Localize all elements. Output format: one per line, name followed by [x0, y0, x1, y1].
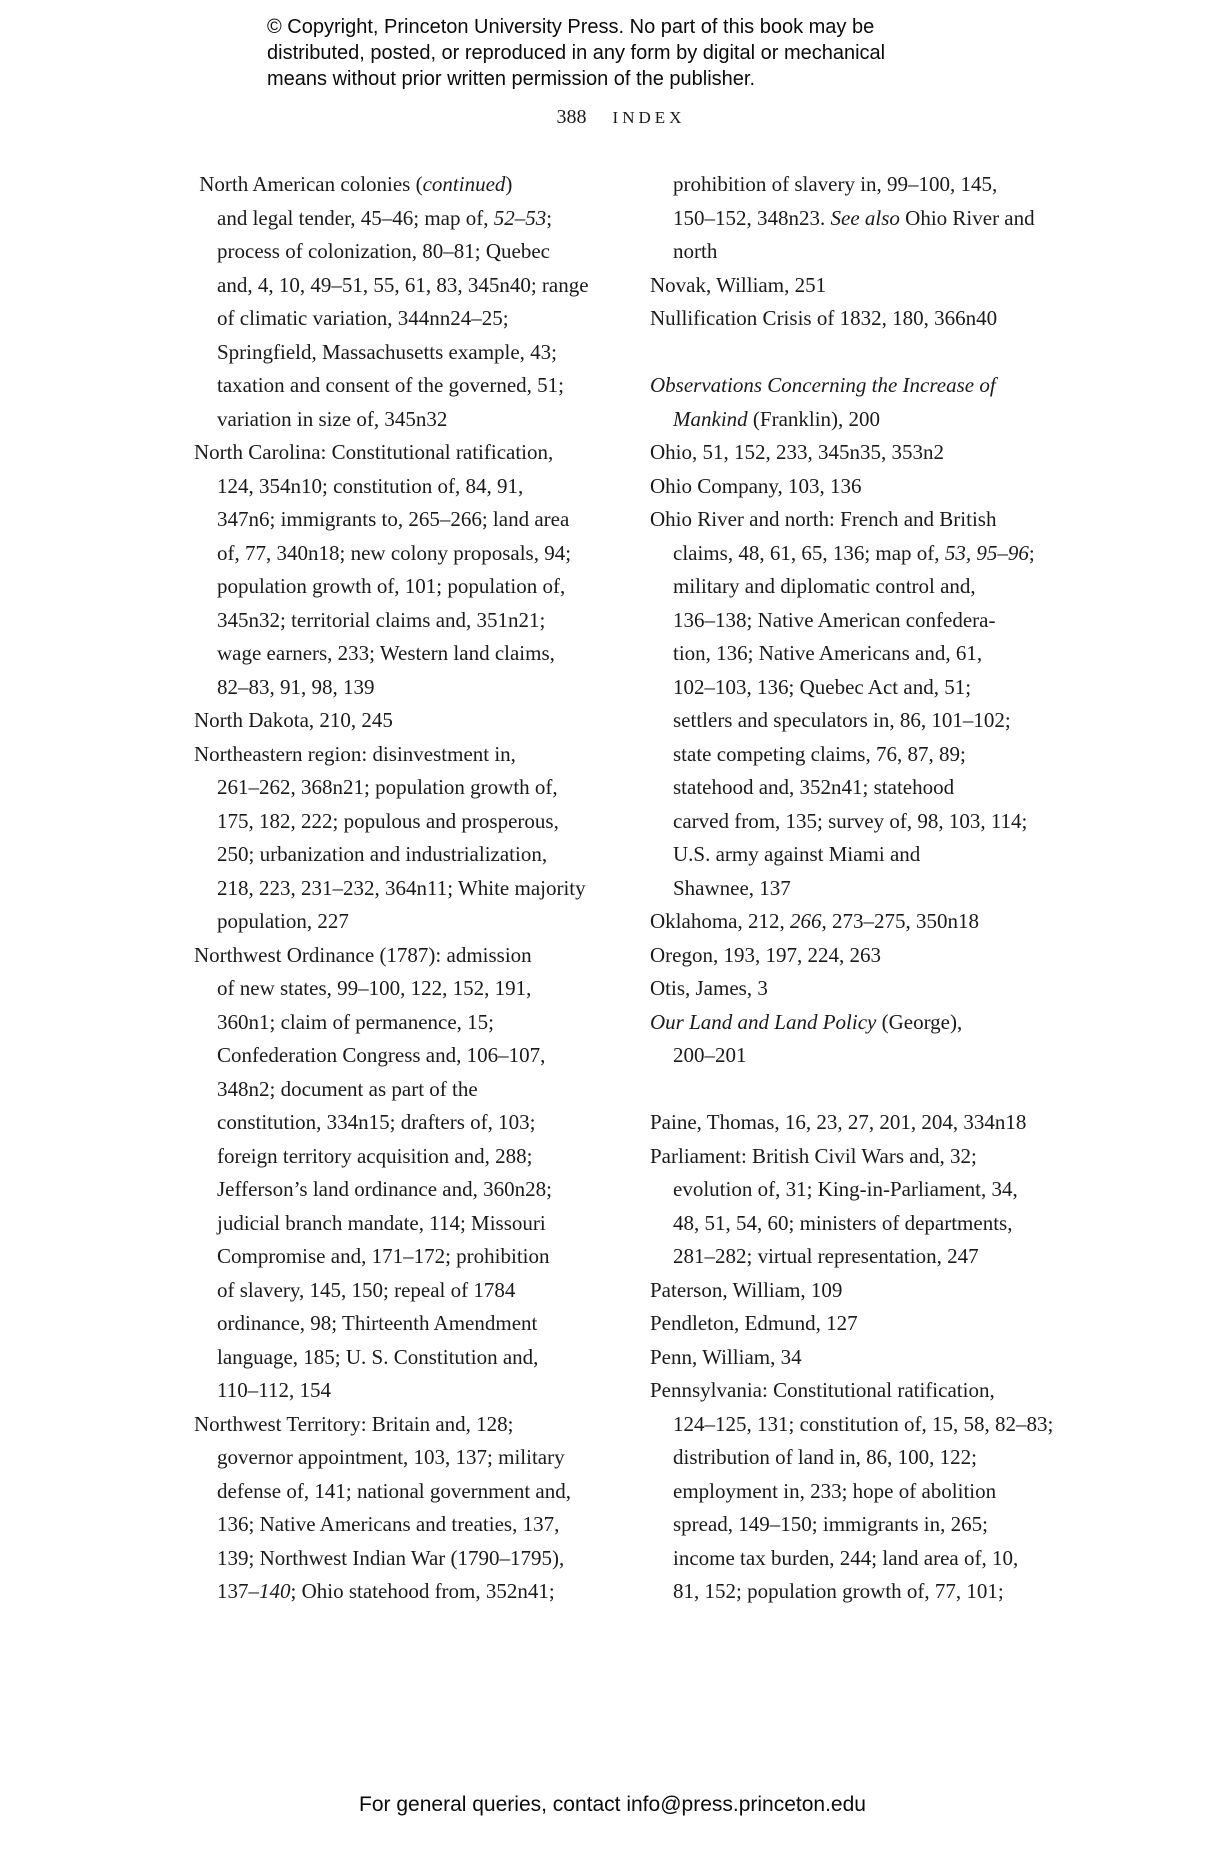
index-line: [194, 1341, 594, 1375]
index-line: [650, 1006, 1050, 1040]
index-line: [650, 1575, 1050, 1609]
index-text: military and diplomatic control and,: [673, 574, 976, 598]
index-text: 150–152, 348n23.: [673, 205, 831, 230]
index-line: [650, 671, 1050, 705]
index-text: Pennsylvania: Constitutional ratification,: [650, 1378, 995, 1402]
index-line: [650, 235, 1050, 269]
index-line: [650, 637, 1050, 671]
index-text: Ohio Company, 103, 136: [650, 473, 862, 498]
index-line: [194, 470, 594, 504]
index-text: Ohio River and north: French and British: [650, 507, 997, 531]
index-line: [194, 302, 594, 336]
index-text: settlers and speculators in, 86, 101–102;: [673, 708, 1011, 732]
index-line: [194, 1374, 594, 1408]
index-line: [194, 1240, 594, 1274]
index-text: 124, 354n10; constitution of, 84, 91,: [217, 473, 524, 498]
index-text: population growth of, 101; population of,: [217, 574, 566, 598]
copyright-line: distributed, posted, or reproduced in any form by digital or mechanical: [267, 42, 886, 64]
index-text: 250; urbanization and industrialization,: [217, 842, 548, 866]
index-line: [650, 1039, 1050, 1073]
index-text: judicial branch mandate, 114; Missouri: [217, 1210, 546, 1235]
index-line: [650, 1475, 1050, 1509]
index-line: [194, 838, 594, 872]
index-text: 348n2; document as part of the: [217, 1076, 478, 1101]
index-line: [194, 403, 594, 437]
footer-contact-note: For general queries, contact info@press.princeton.edu: [359, 1793, 866, 1816]
index-line: [194, 671, 594, 705]
index-text: and, 4, 10, 49–51, 55, 61, 83, 345n40; range: [217, 272, 589, 297]
index-line: [650, 403, 1050, 437]
index-line: [650, 1341, 1050, 1375]
index-text: Paterson, William, 109: [650, 1277, 843, 1302]
index-text: 175, 182, 222; populous and prosperous,: [217, 808, 559, 833]
index-line: [650, 202, 1050, 236]
index-line: [194, 939, 594, 973]
index-text: 281–282; virtual representation, 247: [673, 1244, 979, 1268]
running-head: [194, 104, 1048, 131]
index-line: [650, 302, 1050, 336]
index-line: [650, 1542, 1050, 1576]
index-line: [650, 805, 1050, 839]
page-number: 388: [556, 106, 587, 128]
index-text: Ohio, 51, 152, 233, 345n35, 353n2: [650, 440, 944, 464]
index-line: [650, 570, 1050, 604]
index-text: ordinance, 98; Thirteenth Amendment: [217, 1311, 538, 1335]
index-text: 345n32; territorial claims and, 351n21;: [217, 607, 546, 632]
index-text: (Franklin), 200: [747, 406, 881, 431]
index-text: ;: [546, 205, 553, 230]
index-text-italic: 140: [259, 1579, 291, 1603]
index-line: [650, 939, 1050, 973]
index-line: [650, 1106, 1050, 1140]
index-text: prohibition of slavery in, 99–100, 145,: [673, 172, 998, 196]
index-text: foreign territory acquisition and, 288;: [217, 1143, 533, 1168]
index-line: [194, 1207, 594, 1241]
index-text: statehood and, 352n41; statehood: [673, 775, 955, 799]
index-text: , 273–275, 350n18: [821, 909, 979, 933]
index-line: [194, 235, 594, 269]
index-line: [194, 1173, 594, 1207]
index-text: North American colonies (: [194, 172, 423, 196]
index-text: of slavery, 145, 150; repeal of 1784: [217, 1277, 516, 1302]
index-line: [650, 470, 1050, 504]
index-text: tion, 136; Native Americans and, 61,: [673, 641, 983, 665]
index-text: Novak, William, 251: [650, 272, 827, 297]
index-text-italic: 266: [789, 909, 822, 933]
index-line: [650, 872, 1050, 906]
index-line: [650, 1173, 1050, 1207]
index-text: Paine, Thomas, 16, 23, 27, 201, 204, 334n18: [650, 1110, 1027, 1134]
index-text: 48, 51, 54, 60; ministers of departments,: [673, 1210, 1013, 1235]
index-text: Parliament: British Civil Wars and, 32;: [650, 1143, 977, 1168]
index-text-italic: 53, 95–96: [944, 540, 1029, 565]
index-line: [194, 1039, 594, 1073]
index-text: ; Ohio statehood from, 352n41;: [290, 1579, 555, 1603]
index-text: 136; Native Americans and treaties, 137,: [217, 1512, 560, 1536]
index-text: 200–201: [673, 1043, 747, 1067]
index-line: [194, 1508, 594, 1542]
copyright-notice: [267, 14, 885, 92]
index-text: Northwest Ordinance (1787): admission: [194, 942, 532, 967]
index-line: [194, 704, 594, 738]
index-line: [650, 738, 1050, 772]
index-text: 261–262, 368n21; population growth of,: [217, 775, 558, 799]
index-line: [194, 570, 594, 604]
index-line: [650, 838, 1050, 872]
index-text: language, 185; U. S. Constitution and,: [217, 1344, 539, 1369]
index-text: governor appointment, 103, 137; military: [217, 1445, 565, 1469]
index-line: [194, 972, 594, 1006]
index-text: process of colonization, 80–81; Quebec: [217, 239, 550, 263]
index-text: defense of, 141; national government and,: [217, 1478, 571, 1503]
index-text: 102–103, 136; Quebec Act and, 51;: [673, 674, 972, 699]
index-text: distribution of land in, 86, 100, 122;: [673, 1445, 977, 1469]
index-text: Northwest Territory: Britain and, 128;: [194, 1411, 514, 1436]
index-text: employment in, 233; hope of abolition: [673, 1478, 997, 1503]
index-text: 347n6; immigrants to, 265–266; land area: [217, 507, 570, 531]
index-text: taxation and consent of the governed, 51;: [217, 373, 564, 397]
index-text-italic: Our Land and Land Policy: [650, 1009, 877, 1034]
index-line: [194, 336, 594, 370]
index-text: income tax burden, 244; land area of, 10,: [673, 1545, 1019, 1570]
index-text: Otis, James, 3: [650, 976, 768, 1000]
index-line: [194, 503, 594, 537]
index-line: [194, 805, 594, 839]
index-line: [194, 771, 594, 805]
index-line: [194, 436, 594, 470]
index-line: [194, 1575, 594, 1609]
index-text: Ohio River and: [899, 205, 1035, 230]
index-text: constitution, 334n15; drafters of, 103;: [217, 1110, 536, 1134]
index-line: [650, 604, 1050, 638]
index-text: ;: [1028, 540, 1035, 565]
index-line: [650, 1274, 1050, 1308]
index-line: [650, 1408, 1054, 1442]
index-text: 137–: [217, 1579, 259, 1603]
index-line: [194, 269, 594, 303]
index-line: [194, 738, 594, 772]
index-text: 139; Northwest Indian War (1790–1795),: [217, 1545, 565, 1570]
index-line: [650, 905, 1050, 939]
index-line: [650, 537, 1050, 571]
index-text: Jefferson’s land ordinance and, 360n28;: [217, 1177, 552, 1201]
index-line: [194, 1073, 594, 1107]
index-line: [194, 537, 594, 571]
index-line: [194, 1140, 594, 1174]
index-line: [194, 1441, 594, 1475]
copyright-line: © Copyright, Princeton University Press. No part of this book may be: [267, 16, 875, 38]
index-line: [650, 972, 1050, 1006]
index-text: of climatic variation, 344nn24–25;: [217, 306, 509, 330]
index-text: wage earners, 233; Western land claims,: [217, 641, 555, 665]
index-line: [194, 369, 594, 403]
index-line: [194, 1006, 594, 1040]
index-text: 81, 152; population growth of, 77, 101;: [673, 1579, 1004, 1603]
index-text: Oklahoma, 212,: [650, 909, 790, 933]
index-line: [194, 1542, 594, 1576]
index-text: evolution of, 31; King-in-Parliament, 34,: [673, 1177, 1018, 1201]
index-text: 82–83, 91, 98, 139: [217, 674, 375, 699]
copyright-line: means without prior written permission of the publisher.: [267, 68, 756, 90]
index-line: [194, 872, 594, 906]
index-text: 110–112, 154: [217, 1378, 331, 1402]
index-line: [194, 1106, 594, 1140]
index-text: ): [505, 172, 513, 196]
index-text: variation in size of, 345n32: [217, 406, 448, 431]
index-text: 218, 223, 231–232, 364n11; White majority: [217, 875, 586, 900]
index-text-italic: Observations Concerning the Increase of: [650, 373, 996, 397]
index-line: [650, 1207, 1050, 1241]
index-line: [194, 202, 594, 236]
index-text-italic: See also: [830, 205, 900, 230]
index-line: [650, 1240, 1050, 1274]
index-text: spread, 149–150; immigrants in, 265;: [673, 1512, 988, 1536]
section-label: INDEX: [612, 108, 686, 127]
index-column-left: [194, 168, 594, 1609]
index-line: [194, 168, 594, 202]
index-text: North Carolina: Constitutional ratification,: [194, 440, 554, 464]
index-text: north: [673, 239, 718, 263]
index-line: [194, 1274, 594, 1308]
index-text: 124–125, 131; constitution of, 15, 58, 82–83;: [673, 1411, 1054, 1436]
index-line: [650, 1307, 1050, 1341]
index-text: 360n1; claim of permanence, 15;: [217, 1009, 494, 1034]
index-column-right: [650, 168, 1054, 1609]
index-text: Oregon, 193, 197, 224, 263: [650, 942, 881, 967]
index-text: Springfield, Massachusetts example, 43;: [217, 339, 558, 364]
index-line: [650, 369, 1050, 403]
index-line: [194, 1475, 594, 1509]
index-text: Pendleton, Edmund, 127: [650, 1311, 858, 1335]
index-text: Northeastern region: disinvestment in,: [194, 741, 516, 766]
index-line: [650, 1441, 1050, 1475]
index-text: (George),: [876, 1009, 963, 1034]
index-text: of, 77, 340n18; new colony proposals, 94;: [217, 540, 572, 565]
index-line: [194, 604, 594, 638]
index-line: [650, 168, 1050, 202]
index-line: [194, 905, 594, 939]
index-text: claims, 48, 61, 65, 136; map of,: [673, 540, 945, 565]
index-line: [650, 436, 1050, 470]
index-text-italic: 52–53: [493, 205, 547, 230]
index-text: Nullification Crisis of 1832, 180, 366n40: [650, 306, 998, 330]
index-text: state competing claims, 76, 87, 89;: [673, 741, 966, 766]
index-text: Shawnee, 137: [673, 875, 791, 900]
index-text-italic: Mankind: [673, 406, 748, 431]
index-text: Compromise and, 171–172; prohibition: [217, 1244, 550, 1268]
index-line: [650, 1374, 1050, 1408]
index-text: U.S. army against Miami and: [673, 842, 921, 866]
index-text: of new states, 99–100, 122, 152, 191,: [217, 976, 532, 1000]
index-line: [650, 503, 1050, 537]
index-text: carved from, 135; survey of, 98, 103, 114;: [673, 808, 1028, 833]
index-line: [194, 1307, 594, 1341]
index-line: [194, 637, 594, 671]
index-text-italic: continued: [422, 172, 506, 196]
index-line: [194, 1408, 594, 1442]
index-text: Confederation Congress and, 106–107,: [217, 1043, 546, 1067]
index-line: [650, 269, 1050, 303]
index-line: [650, 1508, 1050, 1542]
index-text: population, 227: [217, 909, 349, 933]
index-text: Penn, William, 34: [650, 1344, 802, 1369]
index-text: North Dakota, 210, 245: [194, 708, 393, 732]
index-line: [650, 771, 1050, 805]
index-text: 136–138; Native American confedera-: [673, 607, 996, 632]
index-text: and legal tender, 45–46; map of,: [217, 205, 494, 230]
index-line: [650, 704, 1050, 738]
index-line: [650, 1140, 1050, 1174]
